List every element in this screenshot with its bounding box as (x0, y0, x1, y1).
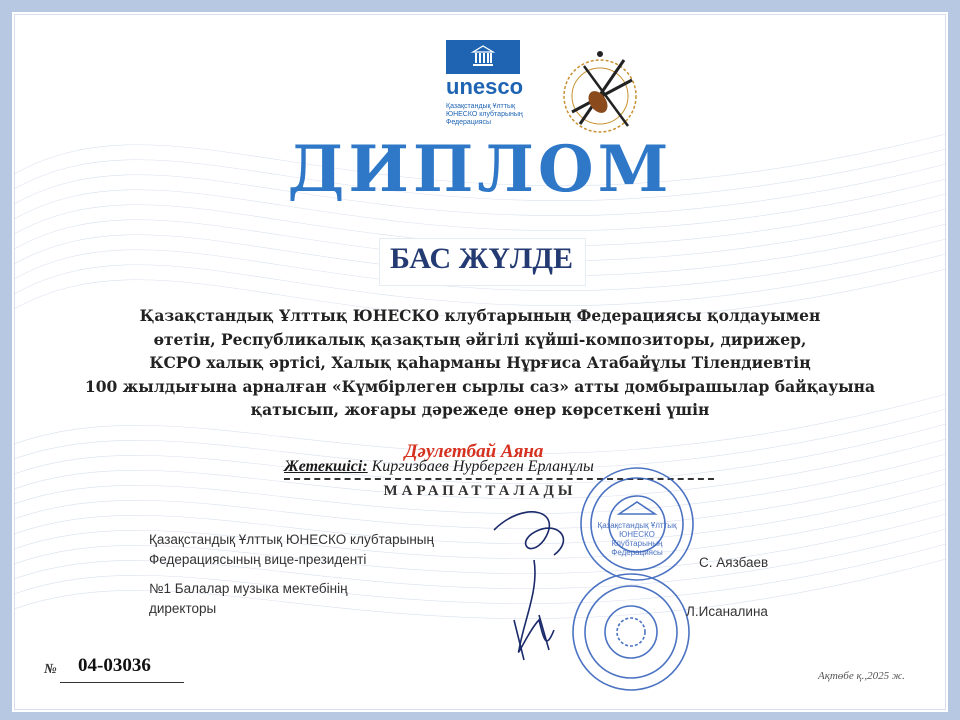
unesco-subtitle-line: ЮНЕСКО клубтарының (446, 111, 523, 118)
number-label: № (44, 662, 57, 677)
unesco-logo (446, 40, 526, 130)
role-line: №1 Балалар музыка мектебінің (149, 581, 348, 596)
unesco-temple-icon (446, 40, 520, 74)
unesco-subtitle-line: Федерациясы (446, 119, 492, 126)
body-line: өтетін, Республикалық қазақтың әйгілі күйші-композиторы, дирижер, (153, 329, 807, 349)
prize-label: БАС ЖҮЛДЕ (389, 242, 574, 275)
role-line: директоры (149, 601, 217, 616)
role-line: Федерациясының вице-президенті (149, 552, 367, 567)
stamp-text: ЮНЕСКО (619, 530, 655, 539)
unesco-subtitle (446, 103, 536, 127)
role-line: Қазақстандық Ұлттық ЮНЕСКО клубтарының (149, 532, 434, 547)
dombra-emblem-icon (554, 46, 644, 138)
body-line: 100 жылдығына арналған «Күмбірлеген сырлы саз» атты домбырашылар байқауына (84, 376, 876, 396)
stamp-text: Қазақстандық Ұлттық (597, 521, 677, 530)
body-line: Қазақстандық Ұлттық ЮНЕСКО клубтарының Федерациясы қолдауымен (139, 306, 821, 325)
unesco-subtitle-line: Қазақстандық Ұлттық (446, 103, 516, 110)
signatory-role-1 (149, 530, 509, 570)
body-line: қатысып, жоғары дәрежеде өнер көрсеткені үшін (250, 400, 710, 419)
stamp-text: Клубтарының (611, 539, 663, 548)
place-date: Ақтөбе қ.,2025 ж. (818, 670, 905, 682)
diploma-body (84, 304, 876, 422)
teacher-name: Киргизбаев Нурберген Ерланұлы (371, 458, 594, 475)
signatory-role-2 (149, 579, 449, 619)
signatory-name-1: С. Аязбаев (699, 555, 769, 570)
handwritten-signature (484, 500, 584, 670)
stamp-text: Федерациясы (611, 548, 663, 557)
signatory-name-2: Л.Исаналина (686, 604, 768, 619)
award-word: МАРАПАТТАЛАДЫ (383, 483, 577, 499)
diploma-number: 04-03036 (78, 655, 151, 676)
diploma-page (12, 12, 948, 712)
winner-name: Дәулетбай Аяна (404, 441, 544, 462)
number-underline (60, 682, 184, 683)
unesco-wordmark: unesco (446, 74, 524, 99)
body-line: КСРО халық әртісі, Халық қаһарманы Нұрғиса Атабайұлы Тілендиевтің (149, 353, 811, 372)
teacher-label: Жетекшісі: (284, 458, 368, 475)
diploma-title: ДИПЛОМ (287, 132, 673, 207)
